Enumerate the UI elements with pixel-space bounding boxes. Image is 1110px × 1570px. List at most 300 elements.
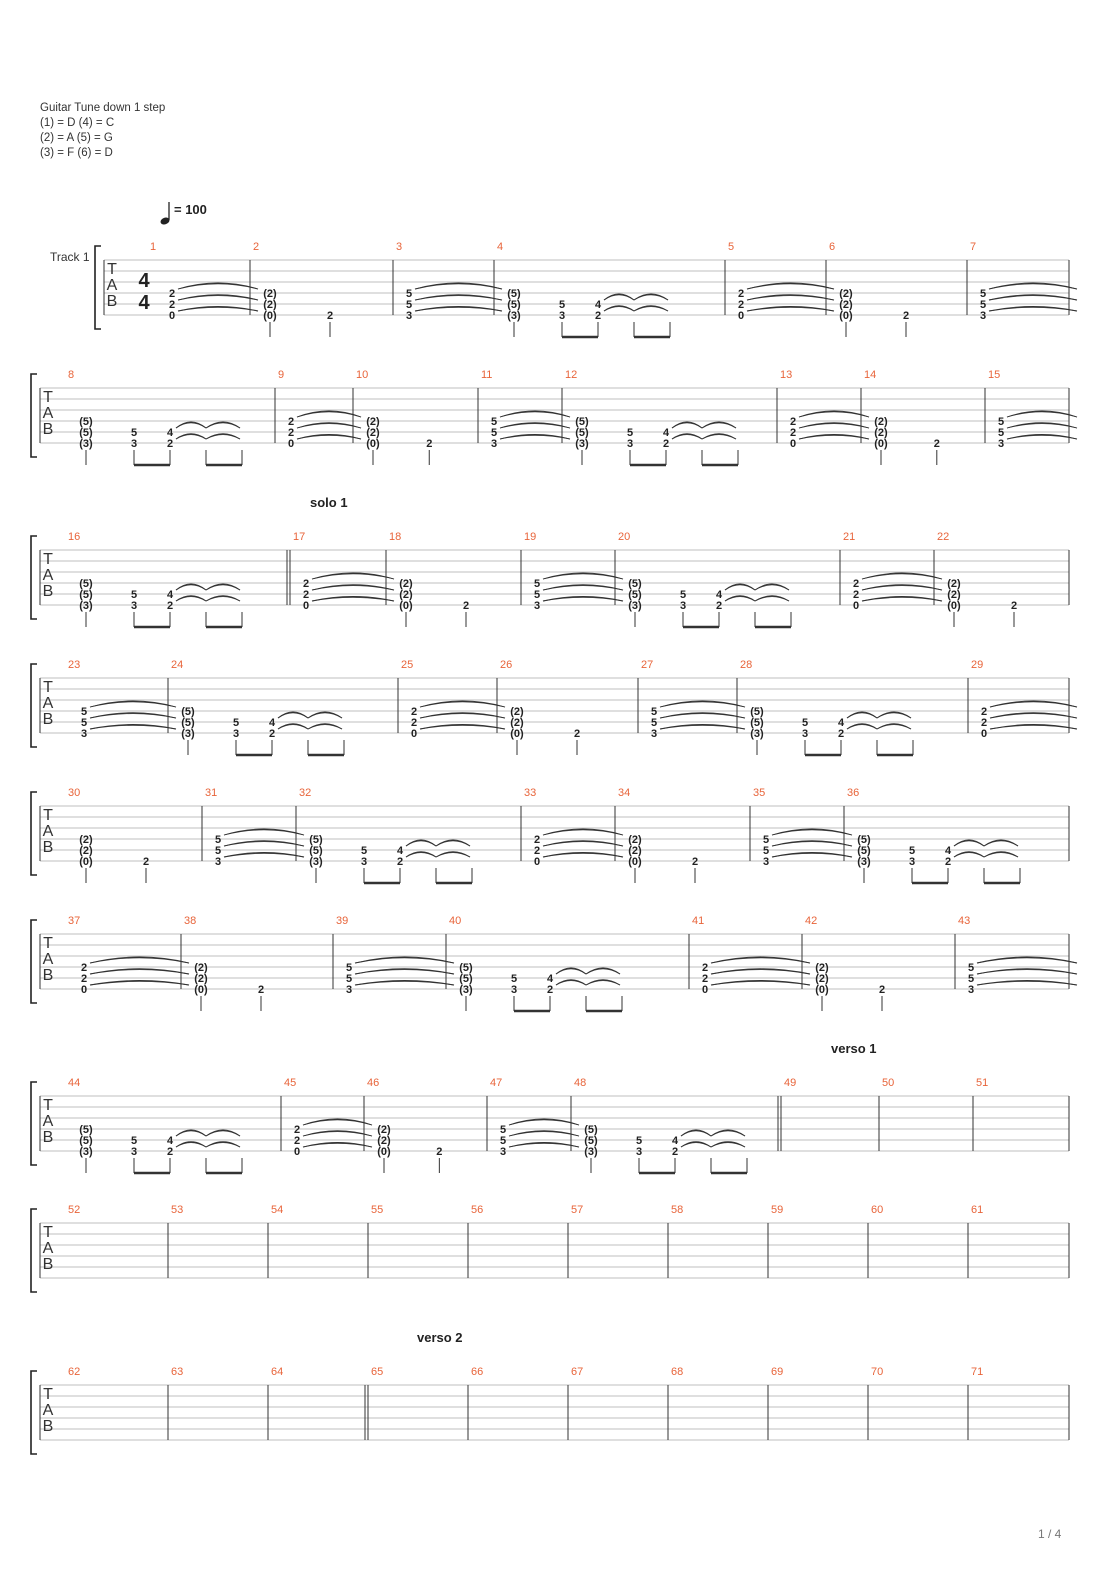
fret-number: 5 (405, 299, 413, 311)
tie-arc (977, 970, 1077, 974)
tied-fret-number: (2) (874, 427, 888, 439)
tie-arc (1007, 424, 1077, 428)
tie-arc (660, 725, 745, 729)
measure-number: 49 (784, 1077, 797, 1089)
fret-number: 3 (499, 1146, 507, 1158)
tab-clef-letter: T (43, 935, 53, 952)
fret-number: 0 (410, 728, 418, 740)
tab-system (0, 1071, 1110, 1181)
measure-number: 44 (68, 1077, 81, 1089)
tie-arc (308, 725, 342, 729)
tie-arc (984, 841, 1018, 846)
fret-number: 5 (533, 589, 541, 601)
tab-clef-letter: A (42, 695, 54, 712)
tie-arc (702, 423, 736, 428)
fret-number: 5 (626, 427, 634, 439)
measure-number: 9 (278, 369, 285, 381)
measure-number: 21 (843, 531, 856, 543)
tab-system (0, 653, 1110, 763)
tie-arc (543, 830, 623, 835)
tie-arc (355, 981, 454, 985)
tied-fret-number: (5) (309, 845, 323, 857)
tie-arc (415, 296, 502, 300)
tie-arc (436, 841, 470, 846)
measure-number: 64 (271, 1366, 284, 1378)
fret-number: 4 (166, 589, 174, 601)
system-bracket (31, 1082, 37, 1165)
tie-arc (990, 725, 1077, 729)
fret-number: 2 (293, 1124, 301, 1136)
tied-fret-number: (5) (309, 834, 323, 846)
fret-number: 5 (360, 845, 368, 857)
fret-number: 3 (490, 438, 498, 450)
fret-number: 2 (701, 962, 709, 974)
tie-arc (989, 284, 1077, 289)
fret-number: 2 (573, 728, 581, 740)
fret-number: 5 (650, 706, 658, 718)
tie-arc (500, 412, 570, 417)
tied-fret-number: (0) (79, 856, 93, 868)
tied-fret-number: (5) (750, 717, 764, 729)
fret-number: 2 (257, 984, 265, 996)
tie-arc (308, 713, 342, 718)
fret-number: 3 (801, 728, 809, 740)
tie-arc (406, 853, 436, 857)
fret-number: 2 (168, 288, 176, 300)
tie-arc (543, 853, 623, 857)
fret-number: 5 (650, 717, 658, 729)
measure-number: 8 (68, 369, 75, 381)
tie-arc (176, 585, 206, 590)
fret-number: 2 (737, 288, 745, 300)
tie-arc (543, 574, 623, 579)
tie-arc (660, 702, 745, 707)
tie-arc (509, 1120, 579, 1125)
tie-arc (799, 412, 869, 417)
tab-staff-svg (0, 1071, 1110, 1181)
tie-arc (206, 585, 240, 590)
fret-number: 2 (293, 1135, 301, 1147)
fret-number: 2 (326, 310, 334, 322)
fret-number: 0 (533, 856, 541, 868)
tuning-info (40, 101, 165, 161)
tie-arc (224, 830, 304, 835)
time-signature-denominator: 4 (138, 292, 150, 314)
tie-arc (681, 1131, 711, 1136)
tab-clef-letter: A (42, 567, 54, 584)
tie-arc (772, 830, 852, 835)
measure-number: 41 (692, 915, 705, 927)
tie-arc (355, 958, 454, 963)
tie-arc (681, 1143, 711, 1147)
tab-clef-letter: B (42, 1129, 54, 1146)
measure-number: 50 (882, 1077, 895, 1089)
measure-number: 33 (524, 787, 537, 799)
measure-number: 71 (971, 1366, 984, 1378)
fret-number: 2 (268, 728, 276, 740)
tie-arc (278, 713, 308, 718)
tab-clef-letter: B (42, 421, 54, 438)
tie-arc (672, 423, 702, 428)
tie-arc (989, 296, 1077, 300)
fret-number: 3 (635, 1146, 643, 1158)
tab-system (0, 781, 1110, 891)
fret-number: 5 (635, 1135, 643, 1147)
fret-number: 3 (967, 984, 975, 996)
tied-fret-number: (5) (79, 416, 93, 428)
fret-number: 2 (594, 310, 602, 322)
fret-number: 4 (546, 973, 554, 985)
tied-fret-number: (2) (79, 845, 93, 857)
fret-number: 2 (980, 717, 988, 729)
fret-number: 3 (997, 438, 1005, 450)
fret-number: 2 (436, 1146, 443, 1158)
tab-clef-letter: T (43, 389, 53, 406)
measure-number: 66 (471, 1366, 484, 1378)
tied-fret-number: (2) (194, 962, 208, 974)
tied-fret-number: (3) (628, 600, 642, 612)
measure-number: 56 (471, 1204, 484, 1216)
tie-arc (206, 423, 240, 428)
tie-arc (711, 958, 810, 963)
measure-number: 70 (871, 1366, 884, 1378)
tie-arc (312, 574, 394, 579)
fret-number: 2 (691, 856, 699, 868)
fret-number: 5 (345, 962, 353, 974)
tied-fret-number: (0) (263, 310, 277, 322)
fret-number: 3 (762, 856, 770, 868)
tied-fret-number: (0) (628, 856, 642, 868)
tied-fret-number: (2) (839, 299, 853, 311)
fret-number: 5 (967, 973, 975, 985)
fret-number: 2 (789, 416, 797, 428)
tab-clef-letter: B (42, 1256, 54, 1273)
system-bracket (31, 536, 37, 619)
tie-arc (90, 958, 189, 963)
fret-number: 3 (405, 310, 413, 322)
tie-arc (178, 284, 258, 289)
fret-number: 0 (737, 310, 745, 322)
tied-fret-number: (2) (194, 973, 208, 985)
tied-fret-number: (5) (750, 706, 764, 718)
tie-arc (711, 981, 810, 985)
tie-arc (176, 1131, 206, 1136)
tab-clef-letter: B (106, 293, 118, 310)
tied-fret-number: (2) (628, 834, 642, 846)
fret-number: 0 (980, 728, 988, 740)
tied-fret-number: (0) (839, 310, 853, 322)
fret-number: 3 (214, 856, 222, 868)
measure-number: 43 (958, 915, 971, 927)
measure-number: 23 (68, 659, 81, 671)
fret-number: 3 (626, 438, 634, 450)
tab-clef-letter: T (43, 1224, 53, 1241)
measure-number: 6 (829, 241, 836, 253)
fret-number: 2 (410, 706, 418, 718)
tie-arc (224, 842, 304, 846)
measure-number: 3 (396, 241, 403, 253)
tie-arc (954, 853, 984, 857)
tied-fret-number: (5) (857, 834, 871, 846)
tied-fret-number: (2) (263, 299, 277, 311)
tie-arc (556, 969, 586, 974)
fret-number: 5 (510, 973, 518, 985)
tab-clef-letter: T (43, 807, 53, 824)
tuning-line: (3) = F (6) = D (40, 147, 113, 159)
tied-fret-number: (3) (584, 1146, 598, 1158)
fret-number: 4 (166, 427, 174, 439)
fret-number: 0 (80, 984, 88, 996)
tab-system (0, 909, 1110, 1019)
tab-clef-letter: B (42, 839, 54, 856)
tied-fret-number: (2) (366, 416, 380, 428)
tie-arc (1007, 412, 1077, 417)
tie-arc (420, 725, 505, 729)
tied-fret-number: (2) (377, 1135, 391, 1147)
tie-arc (772, 853, 852, 857)
fret-number: 5 (232, 717, 240, 729)
tab-clef-letter: B (42, 1418, 54, 1435)
time-signature-numerator: 4 (138, 270, 150, 292)
tie-arc (672, 435, 702, 439)
tied-fret-number: (5) (507, 299, 521, 311)
tie-arc (206, 1131, 240, 1136)
measure-number: 12 (565, 369, 578, 381)
tied-fret-number: (0) (947, 600, 961, 612)
measure-number: 24 (171, 659, 184, 671)
fret-number: 3 (979, 310, 987, 322)
tie-arc (747, 296, 834, 300)
tie-arc (90, 981, 189, 985)
tie-arc (303, 1143, 372, 1147)
fret-number: 0 (293, 1146, 301, 1158)
tab-staff-svg (0, 781, 1110, 891)
tied-fret-number: (0) (366, 438, 380, 450)
tie-arc (206, 435, 240, 439)
fret-number: 2 (852, 578, 860, 590)
tied-fret-number: (0) (874, 438, 888, 450)
measure-number: 37 (68, 915, 81, 927)
tab-clef-letter: B (42, 711, 54, 728)
fret-number: 2 (852, 589, 860, 601)
tie-arc (725, 597, 755, 601)
fret-number: 0 (852, 600, 860, 612)
tab-clef-letter: A (42, 823, 54, 840)
system-bracket (31, 792, 37, 875)
track-label: Track 1 (50, 250, 90, 264)
tab-clef-letter: A (42, 405, 54, 422)
measure-number: 26 (500, 659, 513, 671)
tied-fret-number: (2) (79, 834, 93, 846)
fret-number: 5 (130, 1135, 138, 1147)
fret-number: 2 (837, 728, 845, 740)
tied-fret-number: (3) (79, 1146, 93, 1158)
fret-number: 2 (166, 600, 174, 612)
tied-fret-number: (5) (628, 578, 642, 590)
fret-number: 3 (360, 856, 368, 868)
tie-arc (420, 702, 505, 707)
measure-number: 65 (371, 1366, 384, 1378)
measure-number: 10 (356, 369, 369, 381)
tied-fret-number: (3) (459, 984, 473, 996)
tie-arc (90, 725, 176, 729)
tab-clef-letter: A (42, 951, 54, 968)
measure-number: 14 (864, 369, 877, 381)
tied-fret-number: (2) (839, 288, 853, 300)
tied-fret-number: (5) (459, 962, 473, 974)
tied-fret-number: (2) (510, 706, 524, 718)
tie-arc (176, 1143, 206, 1147)
tied-fret-number: (0) (815, 984, 829, 996)
tied-fret-number: (3) (309, 856, 323, 868)
tie-arc (355, 970, 454, 974)
measure-number: 62 (68, 1366, 81, 1378)
tied-fret-number: (3) (181, 728, 195, 740)
fret-number: 2 (168, 299, 176, 311)
tie-arc (415, 307, 502, 311)
measure-number: 58 (671, 1204, 684, 1216)
measure-number: 32 (299, 787, 312, 799)
tab-clef-letter: T (43, 551, 53, 568)
tie-arc (178, 307, 258, 311)
measure-number: 68 (671, 1366, 684, 1378)
measure-number: 2 (253, 241, 260, 253)
tab-staff-svg (0, 1360, 1110, 1470)
tuning-line: (1) = D (4) = C (40, 117, 115, 129)
tied-fret-number: (5) (584, 1124, 598, 1136)
measure-number: 59 (771, 1204, 784, 1216)
fret-number: 2 (980, 706, 988, 718)
tie-arc (799, 424, 869, 428)
tied-fret-number: (5) (575, 427, 589, 439)
tie-arc (634, 295, 668, 300)
fret-number: 3 (908, 856, 916, 868)
measure-number: 38 (184, 915, 197, 927)
tab-system (0, 1198, 1110, 1308)
fret-number: 5 (80, 706, 88, 718)
tie-arc (278, 725, 308, 729)
fret-number: 2 (701, 973, 709, 985)
tuning-line: (2) = A (5) = G (40, 132, 113, 144)
tied-fret-number: (2) (377, 1124, 391, 1136)
fret-number: 2 (546, 984, 554, 996)
tied-fret-number: (2) (399, 589, 413, 601)
fret-number: 2 (396, 856, 404, 868)
tie-arc (415, 284, 502, 289)
fret-number: 2 (878, 984, 886, 996)
tie-arc (604, 295, 634, 300)
tied-fret-number: (5) (79, 427, 93, 439)
tied-fret-number: (3) (79, 438, 93, 450)
tab-clef-letter: B (42, 967, 54, 984)
measure-number: 28 (740, 659, 753, 671)
system-bracket (95, 246, 101, 329)
tie-arc (877, 713, 911, 718)
measure-number: 36 (847, 787, 860, 799)
system-bracket (31, 664, 37, 747)
tie-arc (297, 412, 361, 417)
tie-arc (509, 1132, 579, 1136)
measure-number: 67 (571, 1366, 584, 1378)
fret-number: 4 (715, 589, 723, 601)
fret-number: 0 (287, 438, 295, 450)
measure-number: 61 (971, 1204, 984, 1216)
fret-number: 2 (933, 438, 940, 450)
tie-arc (176, 597, 206, 601)
tie-arc (954, 841, 984, 846)
tied-fret-number: (5) (79, 1124, 93, 1136)
fret-number: 2 (166, 438, 174, 450)
measure-number: 57 (571, 1204, 584, 1216)
fret-number: 5 (801, 717, 809, 729)
tie-arc (224, 853, 304, 857)
tied-fret-number: (2) (399, 578, 413, 590)
fret-number: 2 (737, 299, 745, 311)
tied-fret-number: (5) (459, 973, 473, 985)
fret-number: 5 (214, 845, 222, 857)
tied-fret-number: (0) (194, 984, 208, 996)
tie-arc (862, 586, 942, 590)
tab-staff-svg (0, 909, 1110, 1019)
measure-number: 31 (205, 787, 218, 799)
tied-fret-number: (3) (857, 856, 871, 868)
tie-arc (543, 586, 623, 590)
fret-number: 3 (345, 984, 353, 996)
tie-arc (660, 714, 745, 718)
fret-number: 2 (533, 834, 541, 846)
measure-number: 48 (574, 1077, 587, 1089)
fret-number: 5 (558, 299, 566, 311)
tab-system (0, 525, 1110, 635)
fret-number: 2 (426, 438, 433, 450)
measure-number: 15 (988, 369, 1001, 381)
fret-number: 2 (715, 600, 723, 612)
fret-number: 2 (302, 589, 310, 601)
fret-number: 2 (80, 962, 88, 974)
fret-number: 5 (679, 589, 687, 601)
tied-fret-number: (5) (79, 1135, 93, 1147)
tied-fret-number: (5) (628, 589, 642, 601)
measure-number: 5 (728, 241, 735, 253)
tie-arc (977, 981, 1077, 985)
fret-number: 5 (499, 1135, 507, 1147)
fret-number: 0 (168, 310, 176, 322)
tie-arc (206, 1143, 240, 1147)
tie-arc (312, 586, 394, 590)
tie-arc (634, 307, 668, 311)
measure-number: 29 (971, 659, 984, 671)
fret-number: 4 (662, 427, 670, 439)
fret-number: 0 (701, 984, 709, 996)
measure-number: 60 (871, 1204, 884, 1216)
tab-clef-letter: A (106, 277, 118, 294)
measure-number: 46 (367, 1077, 380, 1089)
tie-arc (847, 713, 877, 718)
measure-number: 11 (481, 369, 493, 381)
tie-arc (297, 435, 361, 439)
tie-arc (406, 841, 436, 846)
tied-fret-number: (0) (510, 728, 524, 740)
tie-arc (586, 969, 620, 974)
measure-number: 52 (68, 1204, 81, 1216)
measure-number: 20 (618, 531, 631, 543)
measure-number: 4 (497, 241, 504, 253)
measure-number: 30 (68, 787, 81, 799)
fret-number: 0 (789, 438, 797, 450)
tied-fret-number: (2) (628, 845, 642, 857)
section-label-verso-2: verso 2 (417, 1330, 463, 1345)
fret-number: 5 (214, 834, 222, 846)
